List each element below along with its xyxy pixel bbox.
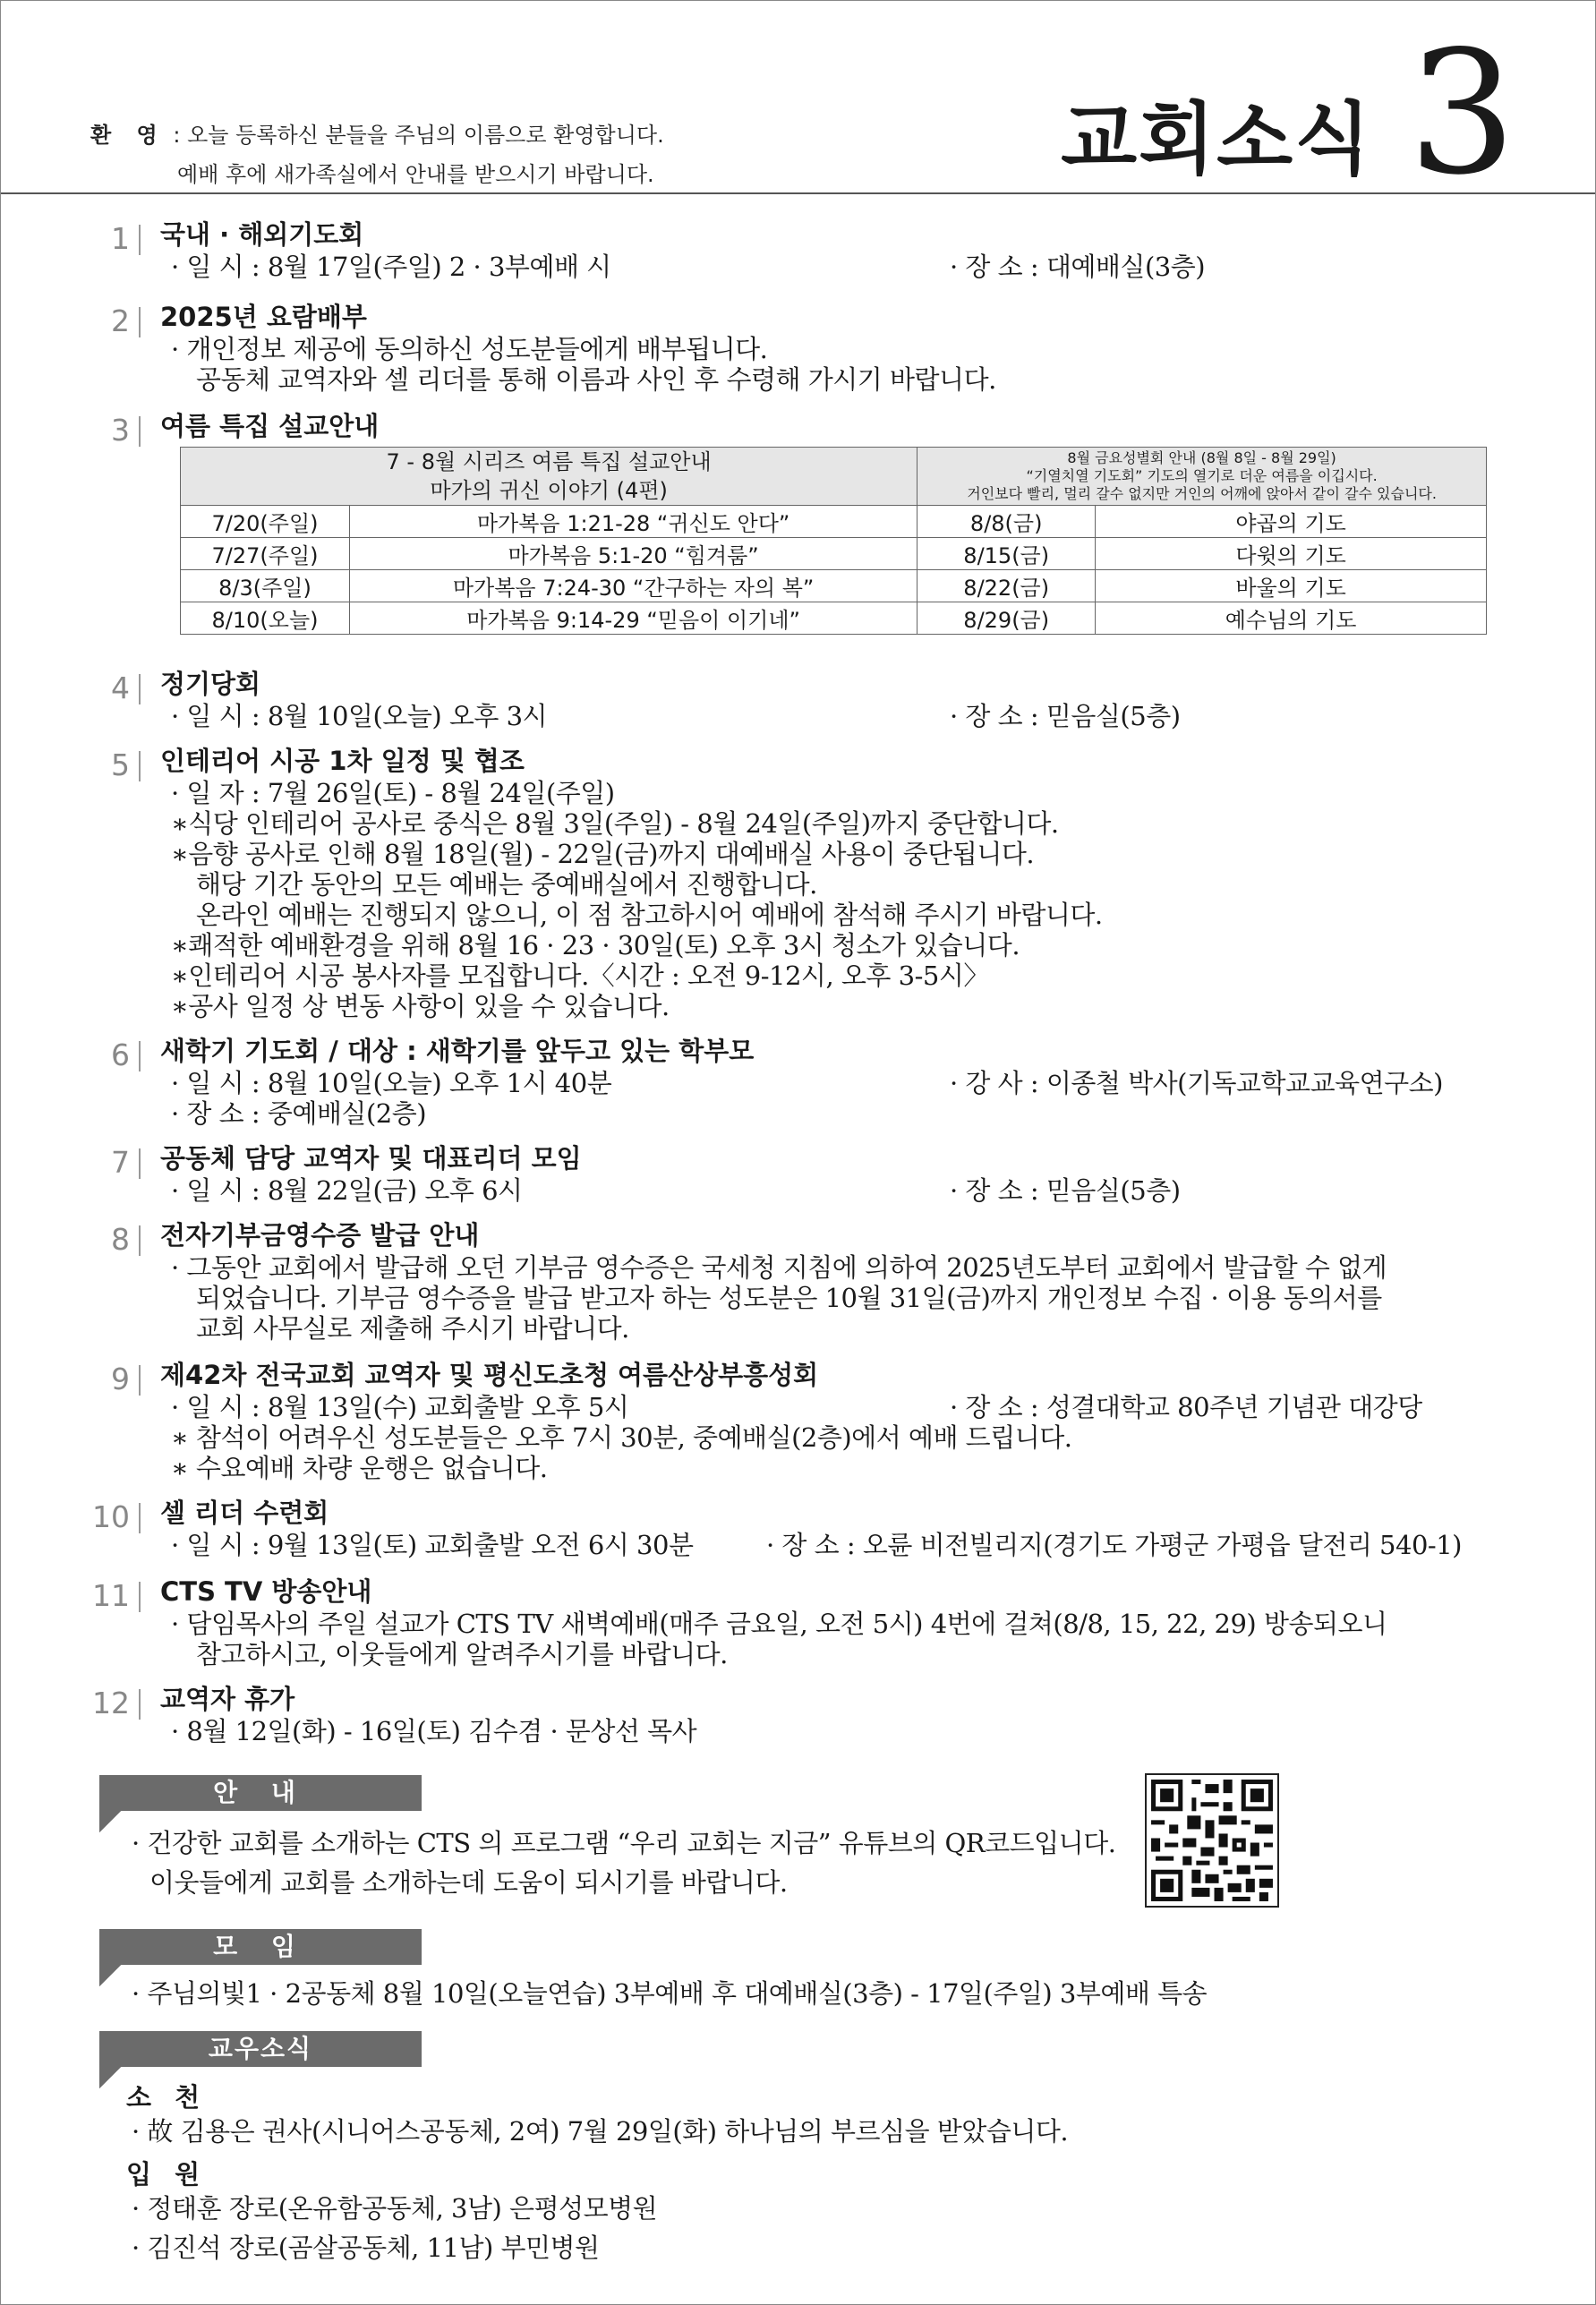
section-line: · 일 시 : 8월 10일(오늘) 오후 1시 40분 [171, 1068, 612, 1098]
page-number: 3 [1408, 14, 1516, 212]
section-location: · 장 소 : 성결대학교 80주년 기념관 대강당 [950, 1392, 1422, 1422]
hospital-line: · 김진석 장로(곰살공동체, 11남) 부민병원 [132, 2232, 600, 2263]
meeting-line: · 주님의빛1 · 2공동체 8월 10일(오늘연습) 3부예배 후 대예배실(3층) - 17일(주일) 3부예배 특송 [132, 1978, 1208, 2009]
header-divider [1, 192, 1595, 194]
section-divider [139, 307, 141, 337]
section-number: 7 [111, 1145, 130, 1180]
section-number: 11 [92, 1578, 130, 1613]
prayer-title: 야곱의 기도 [1096, 506, 1487, 538]
section-title: CTS TV 방송안내 [160, 1576, 372, 1607]
friday-date: 8/8(금) [917, 506, 1096, 538]
section-line: · 담임목사의 주일 설교가 CTS TV 새벽예배(매주 금요일, 오전 5시) 4번에 걸쳐(8/8, 15, 22, 29) 방송되오니 [171, 1609, 1387, 1639]
prayer-title: 예수님의 기도 [1096, 602, 1487, 635]
section-9 [90, 1358, 1541, 1483]
section-line: · 그동안 교회에서 발급해 오던 기부금 영수증은 국세청 지침에 의하여 2025년도부터 교회에서 발급할 수 없게 [171, 1252, 1387, 1283]
section-title: 국내 · 해외기도회 [160, 219, 364, 250]
section-divider [139, 1041, 141, 1071]
hospital-subheading: 입 원 [126, 2159, 208, 2190]
section-line: ∗쾌적한 예배환경을 위해 8월 16 · 23 · 30일(토) 오후 3시 청소가 있습니다. [171, 930, 1020, 960]
section-12 [90, 1682, 1541, 1746]
prayer-header-line: “기열치열 기도회” 기도의 열기로 더운 여름을 이깁시다. [1026, 467, 1378, 484]
notice-line: 이웃들에게 교회를 소개하는데 도움이 되시기를 바랍니다. [149, 1867, 788, 1898]
section-number: 4 [111, 670, 130, 705]
sermon-date: 7/20(주일) [181, 506, 350, 538]
section-number: 3 [111, 413, 130, 448]
section-line: 해당 기간 동안의 모든 예배는 중예배실에서 진행합니다. [196, 869, 817, 900]
welcome-block: 환 영 : 오늘 등록하신 분들을 주님의 이름으로 환영합니다. 예배 후에 새가족실에서 안내를 받으시기 바랍니다. [90, 115, 664, 194]
table-row [181, 602, 1487, 635]
table-row [181, 570, 1487, 602]
sermon-title: 마가복음 5:1-20 “힘겨룸” [350, 538, 917, 570]
section-line: 교회 사무실로 제출해 주시기 바랍니다. [196, 1313, 629, 1344]
section-title: 교역자 휴가 [160, 1684, 295, 1714]
funeral-line: · 故 김용은 권사(시니어스공동체, 2여) 7월 29일(화) 하나님의 부르심을 받았습니다. [132, 2116, 1069, 2147]
funeral-subheading: 소 천 [126, 2082, 208, 2113]
qr-code-graphic [1147, 1775, 1277, 1906]
section-line: · 일 시 : 9월 13일(토) 교회출발 오전 6시 30분 [171, 1530, 694, 1560]
section-title: 정기당회 [160, 669, 261, 699]
section-number: 6 [111, 1037, 130, 1072]
section-line: 온라인 예배는 진행되지 않으니, 이 점 참고하시어 예배에 참석해 주시기 바랍니다. [196, 900, 1103, 930]
section-number: 10 [92, 1499, 130, 1534]
section-title: 공동체 담당 교역자 및 대표리더 모임 [160, 1143, 582, 1174]
section-line: · 일 시 : 8월 22일(금) 오후 6시 [171, 1175, 523, 1206]
section-line: ∗공사 일정 상 변동 사항이 있을 수 있습니다. [171, 991, 670, 1021]
section-location: · 장 소 : 대예배실(3층) [950, 252, 1206, 282]
section-number: 9 [111, 1362, 130, 1396]
section-line: ∗음향 공사로 인해 8월 18일(월) - 22일(금)까지 대예배실 사용이 중단됩니다. [171, 839, 1035, 869]
notice-header: 안 내 [99, 1775, 422, 1811]
section-title: 제42차 전국교회 교역자 및 평신도초청 여름산상부흥성회 [160, 1360, 819, 1390]
section-line: ∗ 참석이 어려우신 성도분들은 오후 7시 30분, 중예배실(2층)에서 예배 드립니다. [171, 1422, 1072, 1453]
section-title: 전자기부금영수증 발급 안내 [160, 1220, 480, 1251]
sermon-title: 마가복음 1:21-28 “귀신도 안다” [350, 506, 917, 538]
section-number: 8 [111, 1222, 130, 1257]
section-divider [139, 1148, 141, 1179]
section-line: · 일 자 : 7월 26일(토) - 8월 24일(주일) [171, 778, 615, 808]
friday-date: 8/29(금) [917, 602, 1096, 635]
section-title: 셀 리더 수련회 [160, 1498, 329, 1528]
section-title: 여름 특집 설교안내 [160, 411, 380, 441]
section-line: · 8월 12일(화) - 16일(토) 김수겸 · 문상선 목사 [171, 1716, 697, 1746]
section-3 [90, 409, 1541, 635]
section-line: 참고하시고, 이웃들에게 알려주시기를 바랍니다. [196, 1639, 728, 1669]
section-7 [90, 1141, 1541, 1206]
prayer-header-line: 8월 금요성별회 안내 (8월 8일 - 8월 29일) [1067, 449, 1336, 466]
sermon-title: 마가복음 9:14-29 “믿음이 이기네” [350, 602, 917, 635]
section-4 [90, 667, 1541, 731]
sermon-title: 마가복음 7:24-30 “간구하는 자의 복” [350, 570, 917, 602]
section-line: ∗ 수요예배 차량 운행은 없습니다. [171, 1453, 548, 1483]
section-line: · 일 시 : 8월 10일(오늘) 오후 3시 [171, 701, 548, 731]
section-title: 인테리어 시공 1차 일정 및 협조 [160, 746, 525, 776]
section-location: · 장 소 : 오륜 비전빌리지(경기도 가평군 가평읍 달전리 540-1) [766, 1530, 1462, 1560]
section-divider [139, 1582, 141, 1612]
prayer-header [917, 448, 1487, 506]
section-number: 2 [111, 303, 130, 338]
section-number: 5 [111, 747, 130, 782]
section-8 [90, 1218, 1541, 1344]
section-line: · 개인정보 제공에 동의하신 성도분들에게 배부됩니다. [171, 334, 768, 364]
section-divider [139, 1365, 141, 1396]
table-row [181, 506, 1487, 538]
prayer-title: 다윗의 기도 [1096, 538, 1487, 570]
section-number: 12 [92, 1686, 130, 1720]
hospital-line: · 정태훈 장로(온유함공동체, 3남) 은평성모병원 [132, 2193, 658, 2224]
notice-line: · 건강한 교회를 소개하는 CTS 의 프로그램 “우리 교회는 지금” 유튜브의 QR코드입니다. [132, 1828, 1116, 1858]
page-title: 교회소식 [1061, 93, 1373, 185]
section-10 [90, 1496, 1541, 1560]
section-divider [139, 751, 141, 781]
section-divider [139, 1689, 141, 1720]
section-title: 새학기 기도회 / 대상 : 새학기를 앞두고 있는 학부모 [160, 1036, 755, 1066]
sermon-header-line: 마가의 귀신 이야기 (4편) [430, 478, 668, 503]
section-line: · 장 소 : 중예배실(2층) [171, 1098, 427, 1129]
meeting-header: 모 임 [99, 1929, 422, 1965]
qr-code-icon[interactable] [1145, 1773, 1279, 1908]
section-2 [90, 300, 1541, 395]
prayer-header-line: 거인보다 빨리, 멀리 갈수 없지만 거인의 어깨에 앉아서 같이 갈수 있습니다. [967, 485, 1437, 502]
friday-date: 8/15(금) [917, 538, 1096, 570]
section-line: · 일 시 : 8월 13일(수) 교회출발 오후 5시 [171, 1392, 629, 1422]
table-row [181, 538, 1487, 570]
section-divider [139, 1503, 141, 1533]
sermon-header-line: 7 - 8월 시리즈 여름 특집 설교안내 [386, 449, 712, 474]
welcome-line1: 오늘 등록하신 분들을 주님의 이름으로 환영합니다. [187, 123, 664, 148]
section-divider [139, 416, 141, 447]
prayer-title: 바울의 기도 [1096, 570, 1487, 602]
section-6 [90, 1034, 1541, 1129]
friday-date: 8/22(금) [917, 570, 1096, 602]
section-line: 공동체 교역자와 셀 리더를 통해 이름과 사인 후 수령해 가시기 바랍니다. [196, 364, 996, 395]
section-line: ∗인테리어 시공 봉사자를 모집합니다.〈시간 : 오전 9-12시, 오후 3-5시〉 [171, 960, 989, 991]
section-location: · 장 소 : 믿음실(5층) [950, 701, 1181, 731]
section-line: 되었습니다. 기부금 영수증을 발급 받고자 하는 성도분은 10월 31일(금)까지 개인정보 수집 · 이용 동의서를 [196, 1283, 1382, 1313]
page-title-block [1061, 14, 1516, 212]
section-divider [139, 1225, 141, 1256]
section-number: 1 [111, 221, 130, 256]
sermon-date: 8/10(오늘) [181, 602, 350, 635]
section-5 [90, 744, 1541, 1021]
section-divider [139, 225, 141, 255]
welcome-line2: 예배 후에 새가족실에서 안내를 받으시기 바랍니다. [177, 162, 654, 187]
welcome-label: 환 영 [90, 123, 166, 148]
section-11 [90, 1575, 1541, 1669]
member-news-header: 교우소식 [99, 2031, 422, 2067]
sermon-header [181, 448, 917, 506]
sermon-date: 8/3(주일) [181, 570, 350, 602]
section-line: ∗식당 인테리어 공사로 중식은 8월 3일(주일) - 8월 24일(주일)까지 중단합니다. [171, 808, 1059, 839]
section-1 [90, 218, 1541, 282]
section-line: · 일 시 : 8월 17일(주일) 2 · 3부예배 시 [171, 252, 611, 282]
section-divider [139, 674, 141, 704]
section-speaker: · 강 사 : 이종철 박사(기독교학교교육연구소) [950, 1068, 1443, 1098]
section-title: 2025년 요람배부 [160, 302, 367, 332]
section-location: · 장 소 : 믿음실(5층) [950, 1175, 1181, 1206]
sermon-schedule-table [180, 447, 1487, 635]
sermon-date: 7/27(주일) [181, 538, 350, 570]
